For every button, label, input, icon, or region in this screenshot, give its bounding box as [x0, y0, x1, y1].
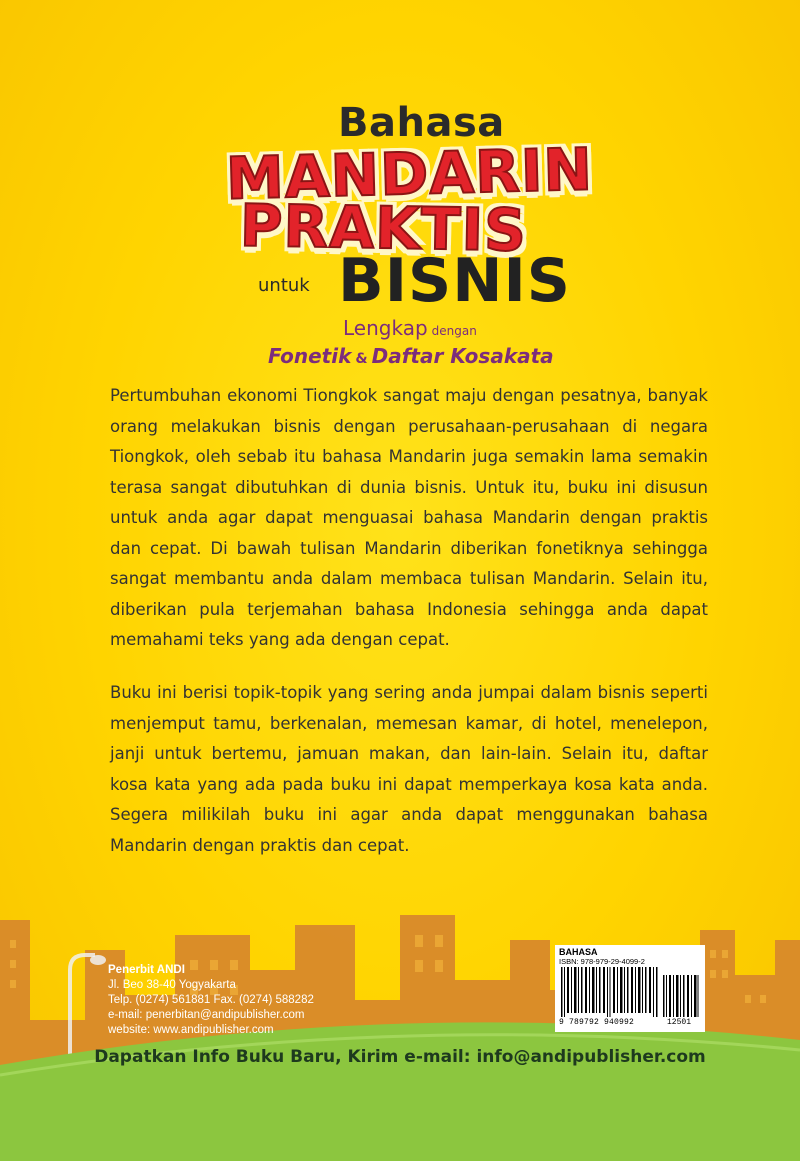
subtitle-line-2 [268, 344, 554, 368]
barcode-addon-bars-icon [663, 975, 699, 1017]
barcode-digits-addon: 12501 [667, 1018, 692, 1027]
subtitle-daftar-kosakata: Daftar Kosakata [371, 344, 554, 368]
barcode-bars-icon [561, 967, 659, 1017]
barcode-isbn: ISBN: 978-979-29-4099-2 [559, 957, 645, 966]
title-word-bisnis: BISNIS [338, 246, 572, 316]
isbn-barcode [555, 945, 705, 1032]
footer-info-message: Dapatkan Info Buku Baru, Kirim e-mail: info@andipublisher.com [94, 1047, 706, 1067]
description-paragraph-1: Pertumbuhan ekonomi Tiongkok sangat maju dengan pesatnya, banyak orang melakukan bisnis dengan perusahaan-perusahaan di negara Tiongkok, oleh sebab itu bahasa Mandarin juga semakin lama semakin terasa sangat dibutuhkan di dunia bisnis. Untuk itu, buku ini disusun untuk anda agar dapat menguasai bahasa Mandarin dengan praktis dan cepat. Di bawah tulisan Mandarin diberikan fonetiknya sehingga sangat membantu anda dalam membaca tulisan Mandarin. Selain itu, diberikan pula terjemahan bahasa Indonesia sehingga anda dapat memahami teks yang ada dengan cepat. [110, 386, 708, 649]
publisher-phone: Telp. (0274) 561881 Fax. (0274) 588282 [108, 994, 314, 1006]
subtitle-lengkap: Lengkap [343, 316, 428, 340]
publisher-name: Penerbit ANDI [108, 964, 185, 976]
publisher-address: Jl. Beo 38-40 Yogyakarta [108, 979, 236, 991]
title-word-untuk: untuk [258, 275, 310, 296]
barcode-category: BAHASA [559, 947, 598, 957]
barcode-digits-main: 9 789792 940992 [559, 1018, 635, 1027]
title-word-bahasa: Bahasa [338, 100, 505, 146]
title-line-mandarin: MANDARIN [225, 135, 594, 213]
publisher-website: website: www.andipublisher.com [108, 1024, 274, 1036]
title-line-praktis: PRAKTIS [239, 191, 528, 265]
subtitle-fonetik: Fonetik [268, 344, 352, 368]
subtitle-line-1 [343, 316, 477, 340]
publisher-info [108, 963, 314, 1038]
description-paragraph-2: Buku ini berisi topik-topik yang sering anda jumpai dalam bisnis seperti menjemput tamu, berkenalan, memesan kamar, di hotel, menelepon, janji untuk bertemu, jamuan makan, dan lain-lain. Selain itu, daftar kosa kata yang ada pada buku ini dapat memperkaya kosa kata anda. Segera milikilah buku ini agar anda dapat menggunakan bahasa Mandarin dengan praktis dan cepat. [110, 683, 708, 855]
publisher-email: e-mail: penerbitan@andipublisher.com [108, 1009, 305, 1021]
subtitle-dengan: dengan [431, 324, 477, 338]
subtitle-ampersand: & [355, 351, 368, 367]
